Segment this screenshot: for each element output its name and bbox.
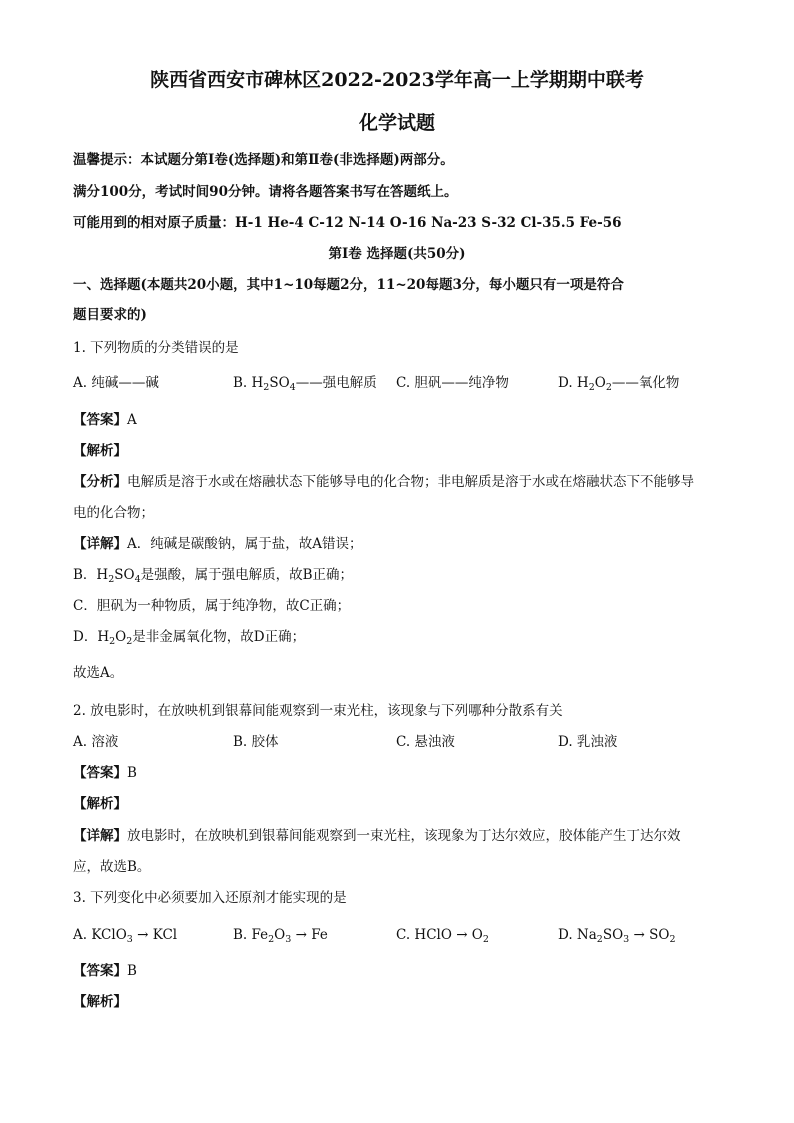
notice-line-1: 温馨提示：本试题分第Ⅰ卷(选择题)和第Ⅱ卷(非选择题)两部分。 — [73, 152, 454, 168]
q1-option-d: D. $H_2O_2——$氧化物 — [558, 375, 680, 393]
section-intro-2: 题目要求的) — [73, 307, 147, 323]
q3-option-a: A. KClO$_3$ → KCl — [73, 927, 178, 945]
q1-stem: 1. 下列物质的分类错误的是 — [73, 340, 239, 356]
q3-analysis-label: 【解析】 — [73, 994, 127, 1010]
q1-line-c: C．胆矾为一种物质，属于纯净物，故C正确； — [73, 598, 351, 614]
q2-detail-2: 应，故选B。 — [73, 859, 151, 875]
q1-fenxi-1: 【分析】电解质是溶于水或在熔融状态下能够导电的化合物；非电解质是溶于水或在熔融状态下不能够导 — [73, 474, 694, 490]
q2-option-c: C. 悬浊液 — [396, 734, 455, 750]
notice-line-3: 可能用到的相对原子质量：H-1 He-4 C-12 N-14 O-16 Na-23 S-32 Cl-35.5 Fe-56 — [73, 215, 622, 231]
q1-option-a: A. 纯碱——碱 — [73, 375, 159, 391]
section-intro-1: 一、选择题(本题共20小题，其中1~10每题2分，11~20每题3分，每小题只有一项是符合 — [73, 277, 624, 293]
q1-detail: 【详解】A．纯碱是碳酸钠，属于盐，故A错误； — [73, 536, 363, 552]
q2-option-d: D. 乳浊液 — [558, 734, 618, 750]
q1-analysis-label: 【解析】 — [73, 443, 127, 459]
q2-stem: 2. 放电影时，在放映机到银幕间能观察到一束光柱，该现象与下列哪种分散系有关 — [73, 703, 563, 719]
q2-option-b: B. 胶体 — [233, 734, 279, 750]
q2-option-a: A. 溶液 — [73, 734, 119, 750]
q1-answer: 【答案】A — [73, 412, 137, 428]
q1-conclusion: 故选A。 — [73, 665, 124, 681]
section-heading: 第Ⅰ卷 选择题(共50分) — [328, 246, 466, 262]
q1-line-d: D．$H_2O_2$是非金属氧化物，故D正确； — [73, 629, 306, 647]
q1-option-b: B. $H_2SO_4——$强电解质 — [233, 375, 377, 393]
q3-option-d: D. $Na_2SO_3 \to SO_2$ — [558, 927, 676, 945]
q2-answer: 【答案】B — [73, 765, 137, 781]
q3-stem: 3. 下列变化中必须要加入还原剂才能实现的是 — [73, 890, 347, 906]
notice-line-2: 满分100分，考试时间90分钟。请将各题答案书写在答题纸上。 — [73, 184, 458, 200]
page-title: 陕西省西安市碑林区2022-2023学年高一上学期期中联考 — [150, 69, 644, 91]
q3-option-c: C. HClO → $O_2$ — [396, 927, 489, 945]
q3-answer: 【答案】B — [73, 963, 137, 979]
q2-analysis-label: 【解析】 — [73, 796, 127, 812]
q1-fenxi-2: 电的化合物； — [73, 505, 154, 521]
page-subtitle: 化学试题 — [358, 112, 435, 134]
q2-detail-1: 【详解】放电影时，在放映机到银幕间能观察到一束光柱，该现象为丁达尔效应，胶体能产生丁达尔效 — [73, 828, 681, 844]
q3-option-b: B. $Fe_2O_3 \to Fe$ — [233, 927, 328, 945]
q1-line-b: B．$H_2SO_4$是强酸，属于强电解质，故B正确； — [73, 567, 354, 585]
q1-option-c: C. 胆矾——纯净物 — [396, 375, 509, 391]
